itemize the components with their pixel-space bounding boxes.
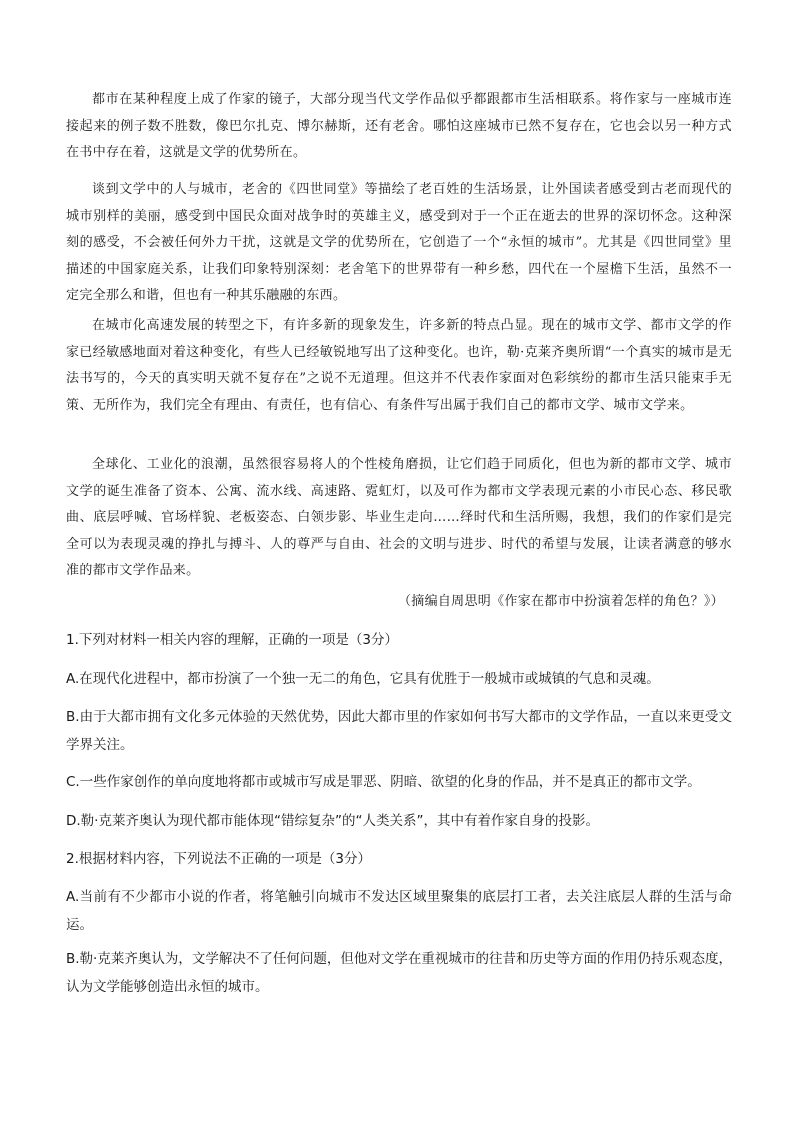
question-1-option-d: D.勒·克莱齐奥认为现代都市能体现“错综复杂”的“人类关系”，其中有着作家自身的投影。 <box>66 813 599 829</box>
question-2-option-b: B.勒·克莱齐奥认为，文学解决不了任何问题，但他对文学在重视城市的往昔和历史等方面的作用仍持乐观态度，认为文学能够创造出永恒的城市。 <box>66 951 732 995</box>
question-1-option-a: A.在现代化进程中，都市扮演了一个独一无二的角色，它具有优胜于一般城市或城镇的气息和灵魂。 <box>66 671 660 687</box>
question-1-stem: 1.下列对材料一相关内容的理解，正确的一项是（3分） <box>66 632 398 648</box>
passage-source-citation: （摘编自周思明《作家在都市中扮演着怎样的角色？》） <box>397 594 724 609</box>
question-1-option-c: C.一些作家创作的单向度地将都市或城市写成是罪恶、阴暗、欲望的化身的作品，并不是真正的都市文学。 <box>66 774 701 790</box>
question-2-stem: 2.根据材料内容，下列说法不正确的一项是（3分） <box>66 851 371 867</box>
question-1-option-b: B.由于大都市拥有文化多元体验的天然优势，因此大都市里的作家如何书写大都市的文学作品，一直以来更受文学界关注。 <box>66 709 732 753</box>
passage-paragraph-4: 全球化、工业化的浪潮，虽然很容易将人的个性棱角磨损，让它们趋于同质化，但也为新的都市文学、城市文学的诞生准备了资本、公寓、流水线、高速路、霓虹灯，以及可作为都市文学表现元素的小市民心态、移民歌曲、底层呼喊、官场样貌、老板姿态、白领步影、毕业生走向……绎时代和生活所赐，我想，我们的作家们是完全可以为表现灵魂的挣扎与搏斗、人的尊严与自由、社会的文明与进步、时代的希望与发展，让读者满意的够水准的都市文学作品来。 <box>66 457 732 578</box>
passage-paragraph-1: 都市在某种程度上成了作家的镜子，大部分现当代文学作品似乎都跟都市生活相联系。将作家与一座城市连接起来的例子数不胜数，像巴尔扎克、博尔赫斯，还有老舍。哪怕这座城市已然不复存在，它也会以另一种方式在书中存在着，这就是文学的优势所在。 <box>66 92 732 160</box>
question-2-option-a: A.当前有不少都市小说的作者，将笔触引向城市不发达区域里聚集的底层打工者，去关注底层人群的生活与命运。 <box>66 889 732 933</box>
passage-paragraph-2: 谈到文学中的人与城市，老舍的《四世同堂》等描绘了老百姓的生活场景，让外国读者感受到古老而现代的城市别样的美丽，感受到中国民众面对战争时的英雄主义，感受到对于一个正在逝去的世界的深切怀念。这种深刻的感受，不会被任何外力干扰，这就是文学的优势所在，它创造了一个“永恒的城市”。尤其是《四世同堂》里描述的中国家庭关系，让我们印象特别深刻：老舍笔下的世界带有一种乡愁，四代在一个屋檐下生活，虽然不一定完全那么和谐，但也有一种其乐融融的东西。 <box>66 182 732 303</box>
passage-paragraph-3: 在城市化高速发展的转型之下，有许多新的现象发生，许多新的特点凸显。现在的城市文学、都市文学的作家已经敏感地面对着这种变化，有些人已经敏锐地写出了这种变化。也许，勒·克莱齐奥所谓“一个真实的城市是无法书写的，今天的真实明天就不复存在”之说不无道理。但这并不代表作家面对色彩缤纷的都市生活只能束手无策、无所作为，我们完全有理由、有责任，也有信心、有条件写出属于我们自己的都市文学、城市文学来。 <box>66 318 732 413</box>
